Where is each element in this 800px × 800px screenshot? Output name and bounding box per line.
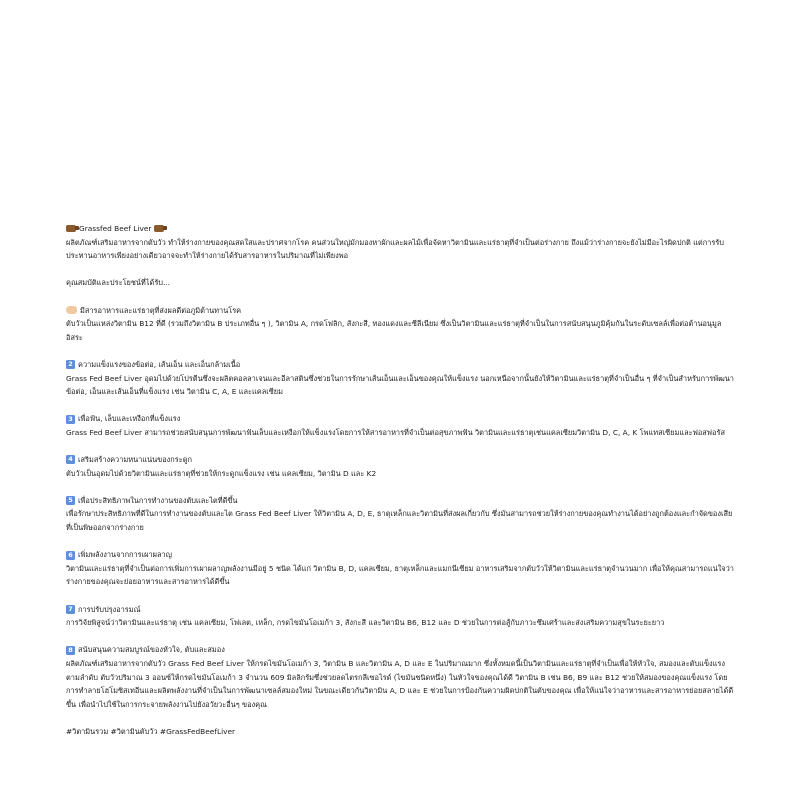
section-6 — [66, 548, 736, 589]
section-body: Grass Fed Beef Liver อุดมไปด้วยโปรตีนซึ่งจะผลิตคอลลาเจนและอีลาสตินซึ่งช่วยในการรักษาเส้นเอ็นและเอ็นของคุณให้แข็งแรง นอกเหนือจากนั้นยังให้วิตามินและแร่ธาตุที่จำเป็นอื่น ๆ ที่จำเป็นสำหรับการพัฒนาข้อต่อ, เอ็นและเส้นเอ็นที่แข็งแรง เช่น วิตามิน C, A, E และแคลเซียม — [66, 373, 734, 397]
section-heading: สนับสนุนความสมบูรณ์ของหัวใจ, ตับและสมอง — [78, 645, 225, 655]
section-2 — [66, 358, 736, 399]
cow-icon — [154, 225, 164, 232]
section-heading: มีสารอาหารและแร่ธาตุที่ส่งผลดีต่อภูมิต้านทานโรค — [80, 305, 242, 315]
section-5 — [66, 494, 736, 535]
section-heading: เพื่อประสิทธิภาพในการทำงานของตับและไตที่ดีขึ้น — [78, 495, 238, 505]
keycap-number-icon: 3 — [66, 415, 75, 424]
hand-icon — [66, 306, 77, 314]
section-1 — [66, 304, 736, 345]
section-body: ผลิตภัณฑ์เสริมอาหารจากตับวัว Grass Fed Beef Liver ให้กรดไขมันโอเมก้า 3, วิตามิน B และวิตามิน A, D และ E ในปริมาณมาก ซึ่งทั้งหมดนี้เป็นวิตามินและแร่ธาตุที่จำเป็นเพื่อให้หัวใจ, สมองและตับแข็งแรงตามลำดับ ตับวัวปริมาณ 3 ออนซ์ให้กรดไขมันโอเมก้า 3 จำนวน 609 มิลลิกรัมซึ่งช่วยลดไตรกลีเซอไรด์ (ไขมันชนิดหนึ่ง) ในหัวใจของคุณได้ดี วิตามิน B เช่น B6, B9 และ B12 ช่วยให้สมองของคุณแข็งแรง โดยการทำลายโฮโมซิสเทอีนและผลิตพลังงานที่จำเป็นในการพัฒนาเซลล์สมองใหม่ ในขณะเดียวกันวิตามิน A, D และ E ช่วยในการป้องกันความผิดปกติในตับของคุณ เพื่อให้แน่ใจว่าอาหารและสารอาหารย่อยสลายได้ดีขึ้น เพื่อนำไปใช้ในการกระจายพลังงานไปยังอวัยวะอื่นๆ ของคุณ — [66, 659, 734, 709]
section-7 — [66, 603, 736, 630]
cow-icon — [66, 225, 76, 232]
section-body: ตับวัวเป็นแหล่งวิตามิน B12 ที่ดี (รวมถึงวิตามิน B ประเภทอื่น ๆ ), วิตามิน A, กรดโฟลิก, สังกะสี, ทองแดงและซีลีเนียม ซึ่งเป็นวิตามินและแร่ธาตุที่จำเป็นในการสนับสนุนภูมิคุ้มกันในระดับเซลล์เพื่อต่อต้านอนุมูลอิสระ — [66, 319, 722, 342]
section-body: ตับวัวเป็นอุดมไปด้วยวิตามินและแร่ธาตุที่ช่วยให้กระดูกแข็งแรง เช่น แคลเซียม, วิตามิน D และ K2 — [66, 468, 377, 478]
section-heading: เสริมสร้างความหนาแน่นของกระดูก — [78, 455, 192, 465]
section-8 — [66, 643, 736, 711]
post-content — [66, 222, 736, 739]
keycap-number-icon: 4 — [66, 455, 75, 464]
benefits-lead: คุณสมบัติและประโยชน์ที่ได้รับ... — [66, 278, 171, 288]
post-title — [66, 222, 736, 236]
hashtags[interactable]: #วิตามินรวม #วิตามินตับวัว #GrassFedBeefLiver — [66, 726, 236, 736]
section-heading: เพื่อฟัน, เล็บและเหงือกที่แข็งแรง — [78, 414, 181, 424]
section-heading: ความแข็งแรงของข้อต่อ, เส้นเอ็น และเอ็นกล้ามเนื้อ — [78, 359, 241, 369]
keycap-number-icon: 6 — [66, 551, 75, 560]
section-body: Grass Fed Beef Liver สามารถช่วยสนับสนุนการพัฒนาฟันเล็บและเหงือกให้แข็งแรงโดยการให้สารอาหารที่จำเป็นต่อสุขภาพฟัน วิตามินและแร่ธาตุเช่นแคลเซียมวิตามิน D, C, A, K โพแทสเซียมและฟอสฟอรัส — [66, 427, 725, 437]
post-title-text: Grassfed Beef Liver — [79, 224, 152, 233]
section-heading: การปรับปรุงอารมณ์ — [78, 604, 141, 614]
section-body: วิตามินและแร่ธาตุที่จำเป็นต่อการเพิ่มการเผาผลาญพลังงานมีอยู่ 5 ชนิด ได้แก่ วิตามิน B, D, แคลเซียม, ธาตุเหล็กและแมกนีเซียม อาหารเสริมจากตับวัวให้วิตามินและแร่ธาตุจำนวนมาก เพื่อให้คุณสามารถแน่ใจว่าร่างกายของคุณจะย่อยอาหารและสารอาหารได้ดีขึ้น — [66, 563, 734, 587]
keycap-number-icon: 7 — [66, 605, 75, 614]
post-intro: ผลิตภัณฑ์เสริมอาหารจากตับวัว ทำให้ร่างกายของคุณสดใสและปราศจากโรค คนส่วนใหญ่มักมองหาผักและผลไม้เพื่อจัดหาวิตามินและแร่ธาตุที่จำเป็นต่อร่างกาย ถึงแม้ว่าร่างกายจะยังไม่มีอะไรผิดปกติ แต่การรับประทานอาหารเพียงอย่างเดียวอาจจะทำให้ร่างกายได้รับสารอาหารในปริมาณที่ไม่เพียงพอ — [66, 237, 724, 261]
section-4 — [66, 453, 736, 480]
section-body: เพื่อรักษาประสิทธิภาพที่ดีในการทำงานของตับและไต Grass Fed Beef Liver ให้วิตามิน A, D, E, ธาตุเหล็กและวิตามินที่ส่งผลเกี่ยวกับ ซึ่งมันสามารถช่วยให้ร่างกายของคุณทำงานได้อย่างถูกต้องและกำจัดของเสียที่เป็นพิษออกจากร่างกาย — [66, 509, 733, 533]
keycap-number-icon: 8 — [66, 646, 75, 655]
section-body: การวิจัยพิสูจน์ว่าวิตามินและแร่ธาตุ เช่น แคลเซียม, โฟเลต, เหล็ก, กรดไขมันโอเมก้า 3, สังกะสี และวิตามิน B6, B12 และ D ช่วยในการต่อสู้กับภาวะซึมเศร้าและส่งเสริมความสุขในระยะยาว — [66, 618, 665, 628]
section-heading: เพิ่มพลังงานจากการเผาผลาญ — [78, 550, 172, 560]
keycap-number-icon: 5 — [66, 496, 75, 505]
keycap-number-icon: 2 — [66, 360, 75, 369]
section-3 — [66, 412, 736, 439]
